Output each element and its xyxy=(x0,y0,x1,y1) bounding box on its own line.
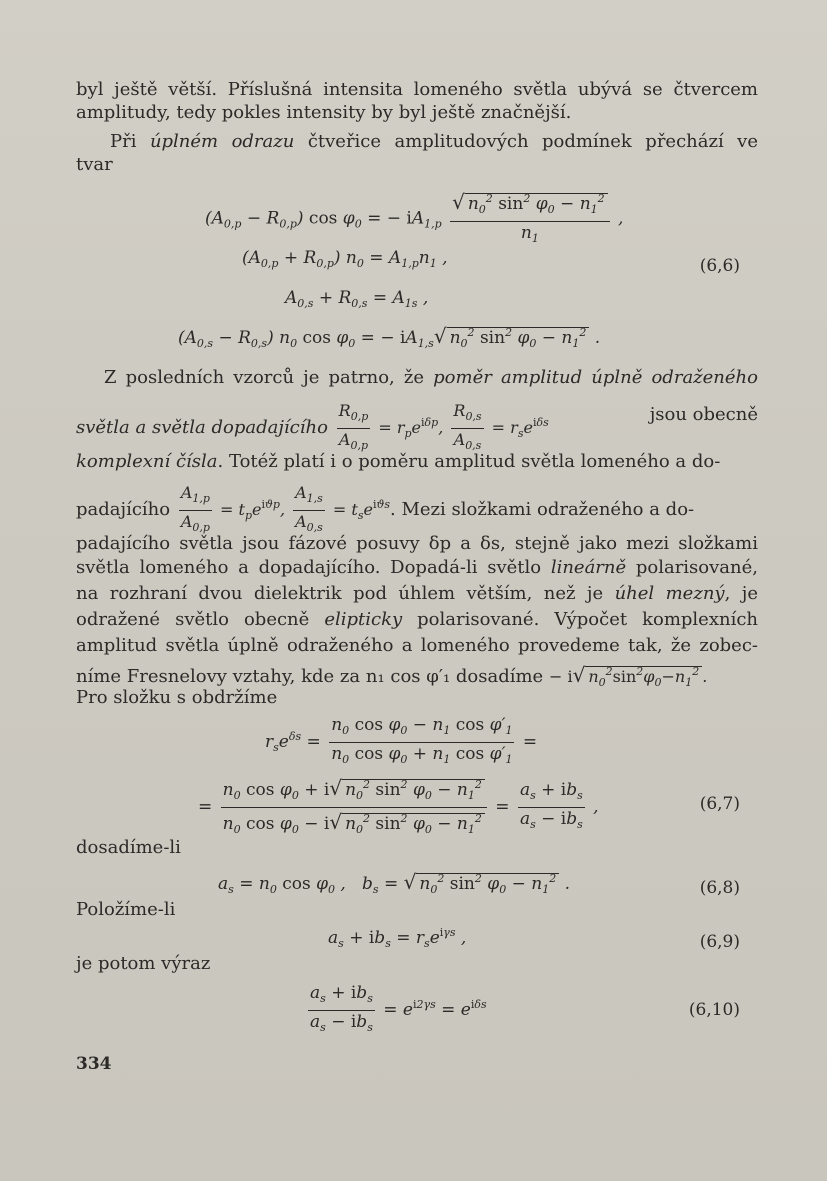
equation-line: $(A_{0,p} - R_{0,p})$ $\cos \varphi_0$ = − $iA_{1,p}$ $\frac{√ n_0^2 \sin^2 \varphi_0 - n_1^2}{n_1}$ , xyxy=(205,188,623,250)
paragraph-line: padajícího světla jsou fázové posuvy δp a δs, stejně jako mezi složkami xyxy=(76,533,758,554)
italic-run: úhel mezný xyxy=(614,583,725,604)
paragraph-line: amplitud světla úplně odraženého a lomeného provedeme tak, že zobec- xyxy=(76,635,758,656)
paragraph-line: tvar xyxy=(76,154,113,175)
text-run: . Mezi složkami odraženého a do- xyxy=(390,499,695,520)
italic-run: lineárně xyxy=(550,557,627,578)
paragraph-line: Položíme-li xyxy=(76,899,176,920)
equation-line: $(A_{0,p} + R_{0,p}) n_0 = A_{1,p}n_1$ , xyxy=(242,248,448,270)
text-run: , je xyxy=(724,583,758,604)
paragraph-line xyxy=(76,580,758,608)
inline-formula: $\frac{A_{1,p}}{A_{0,p}}$ = $t_pe^{iϑp}$, $\frac{A_{1,s}}{A_{0,s}}$ = $t_se^{iϑs}$ xyxy=(180,483,390,534)
equation-number: (6,7) xyxy=(699,794,740,814)
text-run: čtveřice amplitudových podmínek přechází ve xyxy=(294,131,758,152)
italic-run: poměr amplitud úplně odraženého xyxy=(433,367,758,388)
fraction: $\frac{√ n_0^2 \sin^2 \varphi_0 - n_1^2}{n_1}$ xyxy=(450,188,610,250)
inline-formula: $\frac{R_{0,p}}{A_{0,p}}$ = $r_pe^{i\delta p}$, $\frac{R_{0,s}}{A_{0,s}}$ = $r_se^{i\delta s}$ xyxy=(338,401,549,452)
italic-run: elipticky xyxy=(324,609,403,630)
inline-formula: − i√ $n_0^2\sin^2\varphi_0-n_1^2$ . xyxy=(548,663,708,689)
paragraph-line: dosadíme-li xyxy=(76,837,181,858)
paragraph-line xyxy=(76,448,758,476)
paragraph-line xyxy=(76,606,758,634)
paragraph-line xyxy=(76,554,758,582)
equation-line: $a_s = n_0$ $\cos \varphi_0$ , $b_s$ = √ $n_0^2$ $\sin^2 \varphi_0 - n_1^2$ . xyxy=(218,870,571,896)
text-run: na rozhraní dvou dielektrik pod úhlem větším, než je xyxy=(76,583,615,604)
text-run: níme Fresnelovy vztahy, kde za n₁ cos φ′₁ dosadíme xyxy=(76,666,544,687)
equation-line: = $\frac{n_0 \cos \varphi_0 + i√ n_0^2 \sin^2 \varphi_0 - n_1^2}{n_0 \cos \varphi_0 - i√ n_0^2 \sin^2 \varphi_0 - n_1^2}$ = $\frac{a_s + ib_s}{a_s - ib_s}$ , xyxy=(198,776,599,836)
equation-line: $A_{0,s} + R_{0,s} = A_{1s}$ , xyxy=(285,288,429,310)
equation-number: (6,8) xyxy=(699,878,740,898)
equation-line: $r_se^{\delta s}$ = $\frac{n_0 \cos \varphi_0 - n_1 \cos \varphi'_1}{n_0 \cos \varphi_0 + n_1 \cos \varphi'_1}$ = xyxy=(265,715,538,766)
paragraph-line: Pro složku s obdržíme xyxy=(76,687,278,708)
paragraph-line: amplitudy, tedy pokles intensity by byl ještě značnější. xyxy=(76,102,572,123)
text-run: světla lomeného a dopadajícího. Dopadá-li světlo xyxy=(76,557,551,578)
equation-line: $(A_{0,s} - R_{0,s})$ $n_0$ $\cos \varphi_0$ = − $iA_{1,s}√$ $n_0^2$ $\sin^2 \varphi_0 - n_1^2$ . xyxy=(178,324,601,350)
text-run: . Totéž platí i o poměru amplitud světla lomeného a do- xyxy=(217,451,721,472)
text-run: Při xyxy=(110,131,150,152)
equation-number: (6,10) xyxy=(688,1000,740,1020)
paragraph-line xyxy=(76,364,758,392)
equation-number: (6,6) xyxy=(699,256,740,276)
text-run: Z posledních vzorců je patrno, že xyxy=(104,367,434,388)
italic-run: úplném odrazu xyxy=(149,131,295,152)
page-number: 334 xyxy=(76,1054,112,1074)
text-run: polarisované, xyxy=(626,557,759,578)
text-run: jsou obecně xyxy=(649,404,758,425)
paragraph-line: je potom výraz xyxy=(76,953,211,974)
italic-run: komplexní čísla xyxy=(76,451,218,472)
text-run: odražené světlo obecně xyxy=(76,609,325,630)
italic-run: světla a světla dopadajícího xyxy=(76,417,328,438)
paragraph-line: byl ještě větší. Příslušná intensita lomeného světla ubývá se čtvercem xyxy=(76,79,758,100)
text-run: polarisované. Výpočet komplexních xyxy=(402,609,758,630)
equation-number: (6,9) xyxy=(699,932,740,952)
text-run: padajícího xyxy=(76,499,171,520)
equation-line: $\frac{a_s + ib_s}{a_s - ib_s}$ = $e^{i2\gamma s} = e^{i\delta s}$ xyxy=(310,983,487,1034)
equation-line: $a_s + ib_s = r_se^{i\gamma s}$ , xyxy=(328,926,467,950)
